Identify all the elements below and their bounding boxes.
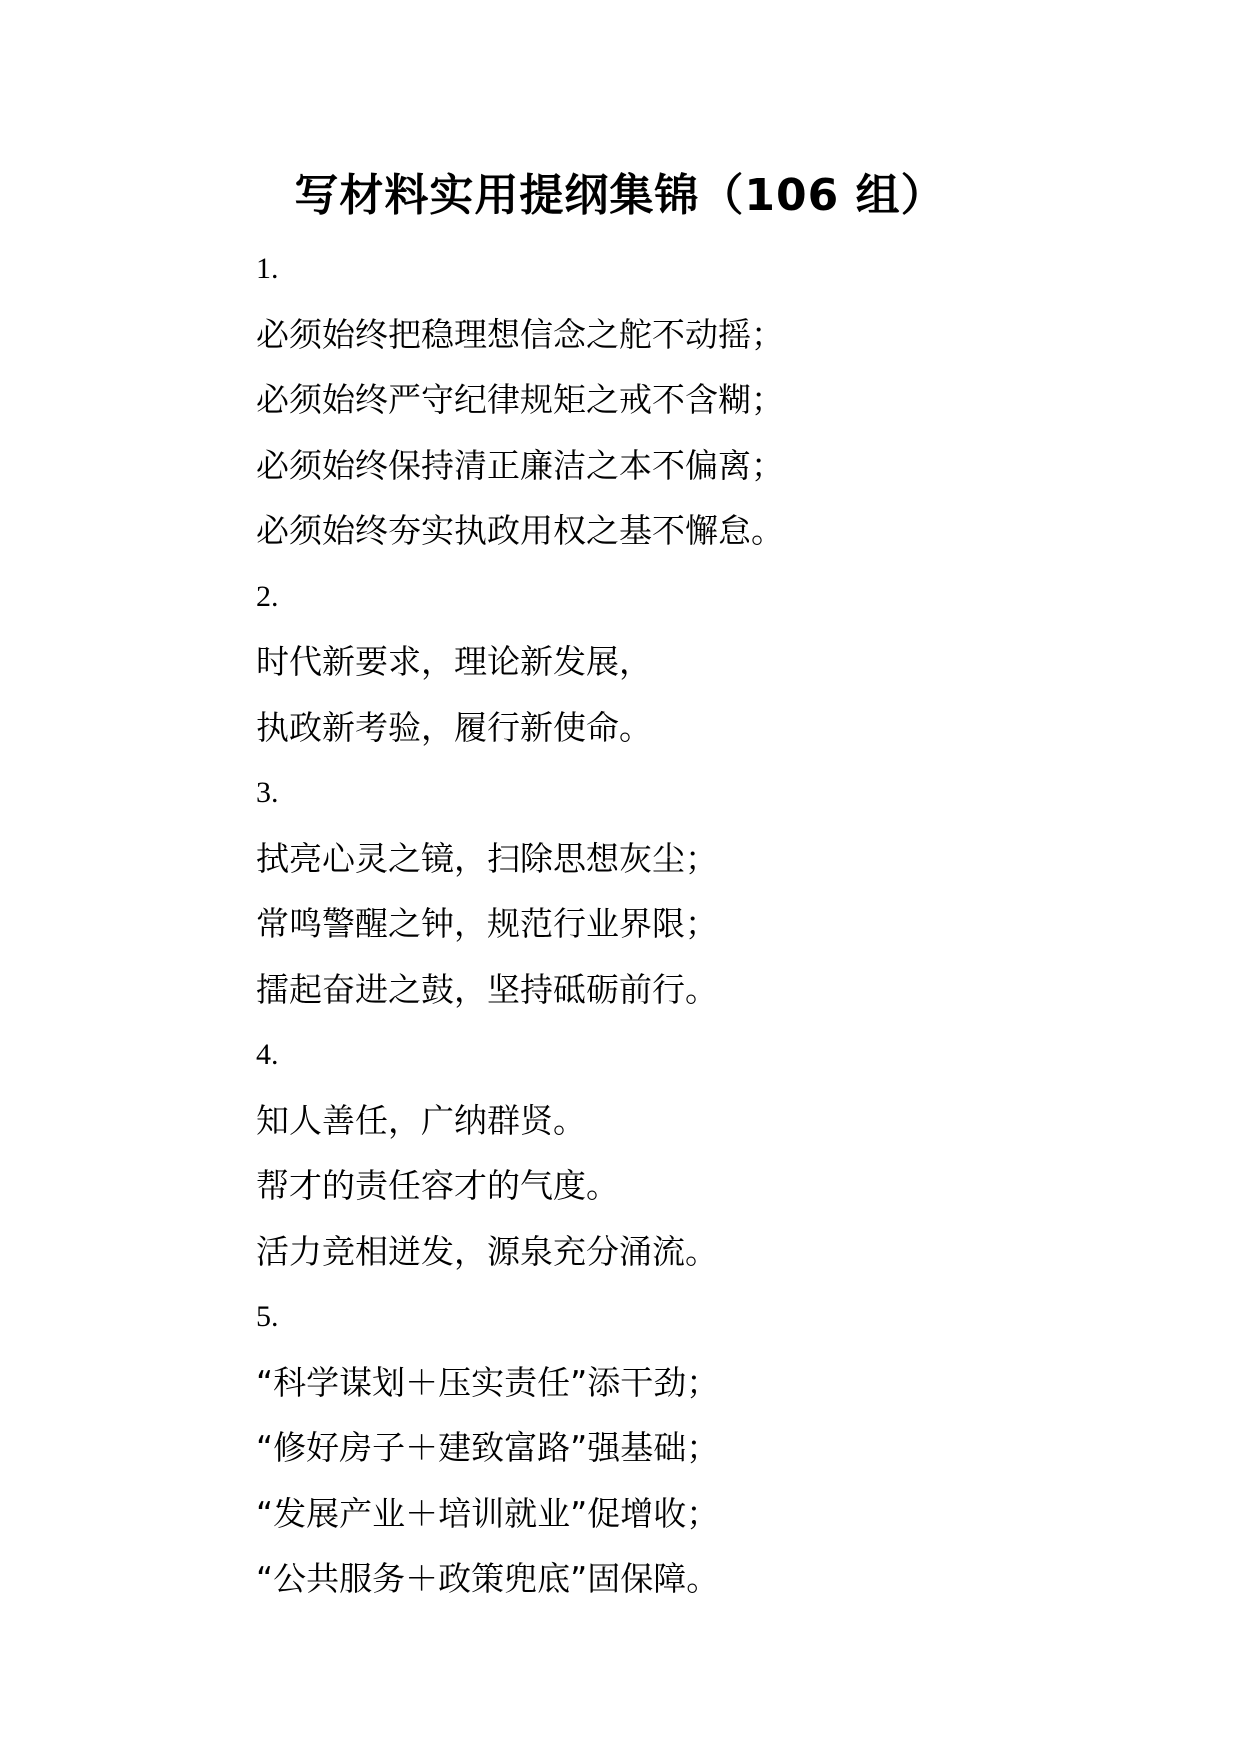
section-number: 3.: [256, 776, 279, 809]
text-line: 必须始终把稳理想信念之舵不动摇；: [256, 314, 784, 354]
text-line: 帮才的责任容才的气度。: [256, 1166, 619, 1205]
document-body: [256, 236, 1156, 1612]
text-line: 必须始终严守纪律规矩之戒不含糊；: [256, 380, 784, 419]
text-line: “科学谋划＋压实责任”添干劲；: [256, 1362, 720, 1402]
text-line: 执政新考验，履行新使命。: [256, 707, 652, 747]
text-line: 必须始终保持清正廉洁之本不偏离；: [256, 445, 784, 485]
text-line: 擂起奋进之鼓，坚持砥砺前行。: [256, 969, 718, 1009]
text-line: 必须始终夯实执政用权之基不懈怠。: [256, 511, 784, 550]
text-line: “修好房子＋建致富路”强基础；: [256, 1428, 720, 1467]
section-number: 4.: [256, 1038, 279, 1071]
section-number: 1.: [256, 252, 279, 285]
text-line: “发展产业＋培训就业”促增收；: [256, 1493, 720, 1533]
text-line: 常鸣警醒之钟，规范行业界限；: [256, 904, 718, 943]
section-number: 5.: [256, 1300, 279, 1333]
text-line: 活力竞相迸发，源泉充分涌流。: [256, 1231, 718, 1271]
text-line: 时代新要求，理论新发展，: [256, 642, 652, 681]
text-line: 拭亮心灵之镜，扫除思想灰尘；: [256, 838, 718, 878]
text-line: 知人善任，广纳群贤。: [256, 1100, 586, 1140]
text-line: “公共服务＋政策兜底”固保障。: [256, 1559, 720, 1598]
section-number: 2.: [256, 579, 279, 613]
document-title: 写材料实用提纲集锦（106 组）: [294, 170, 946, 221]
